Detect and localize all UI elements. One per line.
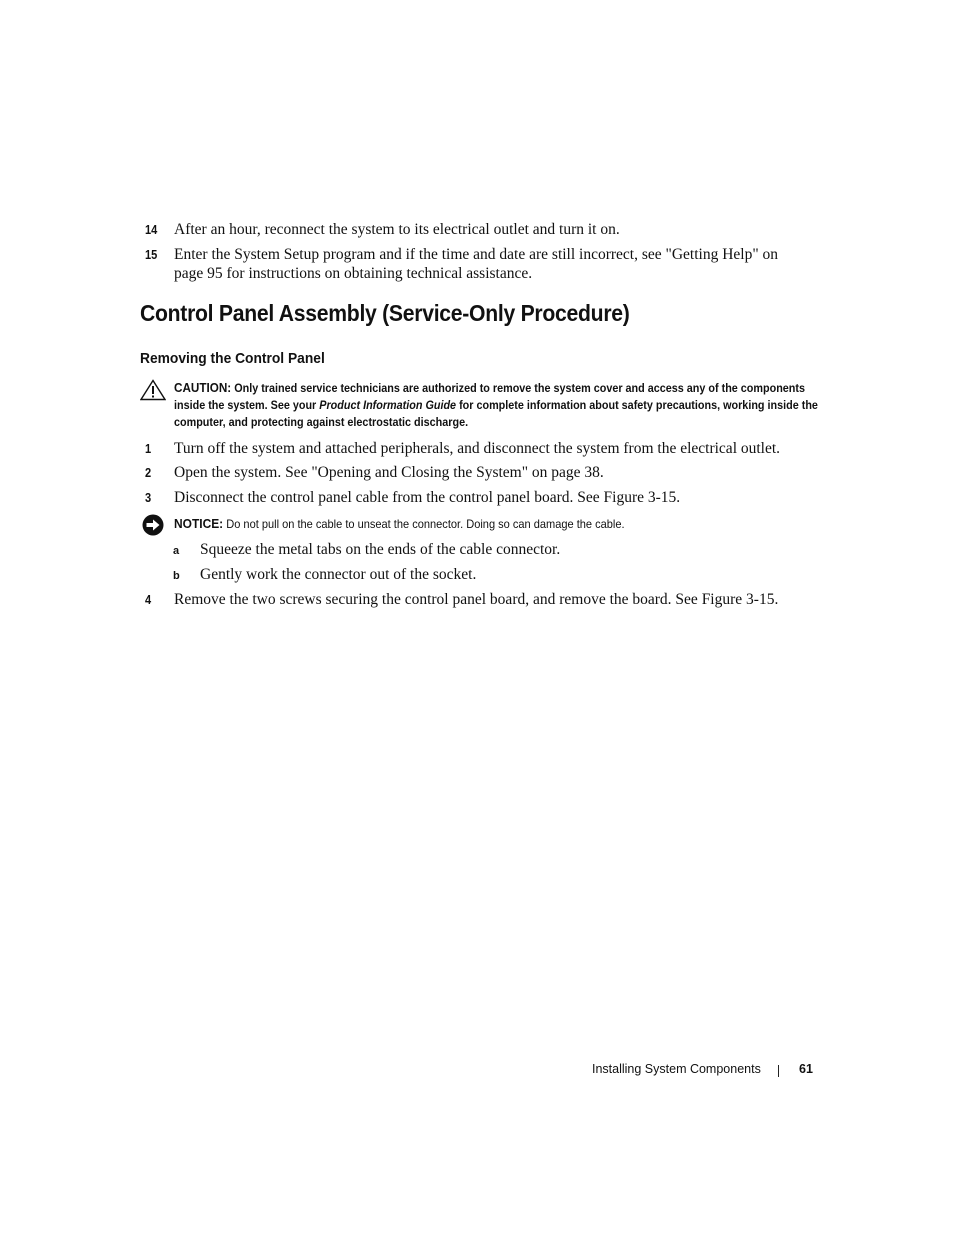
caution-text-before: Only trained service technicians are authorized to remove the system cover and access any of the components inside the system. See your [174,381,806,412]
step-text: Open the system. See "Opening and Closing the System" on page 38. [174,464,604,481]
step-number: 1 [145,441,152,456]
footer-section-name: Installing System Components [592,1062,761,1076]
substep-text: Gently work the connector out of the socket. [200,566,477,583]
substep-letter: a [173,545,180,557]
step-number: 4 [145,592,152,607]
step-number: 15 [145,247,158,262]
step-number: 3 [145,490,152,505]
footer-separator [778,1065,779,1077]
step-number: 14 [145,222,158,237]
warning-triangle-icon [140,379,166,406]
caution-label: CAUTION: [174,380,232,395]
notice-arrow-icon [142,514,164,541]
step-text: Enter the System Setup program and if the time and date are still incorrect, see "Getting Help" on page 95 for instructions on obtaining technical assistance. [174,246,779,282]
step-text: After an hour, reconnect the system to its electrical outlet and turn it on. [174,221,620,238]
notice-body: Do not pull on the cable to unseat the connector. Doing so can damage the cable. [226,517,625,531]
step-text: Disconnect the control panel cable from the control panel board. See Figure 3-15. [174,489,681,506]
section-title: Control Panel Assembly (Service-Only Procedure) [140,300,630,326]
notice-text [174,515,818,533]
substep-text: Squeeze the metal tabs on the ends of the cable connector. [200,541,561,558]
subsection-title: Removing the Control Panel [140,350,325,367]
caution-text-after: for complete information about safety precautions, working inside the computer, and protecting against electrostatic discharge. [174,398,818,429]
caution-italic-title: Product Information Guide [319,398,457,412]
caution-text [174,379,822,431]
substep-letter: b [173,570,180,582]
page-number: 61 [799,1062,813,1076]
notice-label: NOTICE: [174,516,224,531]
step-text: Remove the two screws securing the control panel board, and remove the board. See Figure 3-15. [174,591,779,608]
step-text: Turn off the system and attached peripherals, and disconnect the system from the electrical outlet. [174,440,781,457]
step-number: 2 [145,465,152,480]
